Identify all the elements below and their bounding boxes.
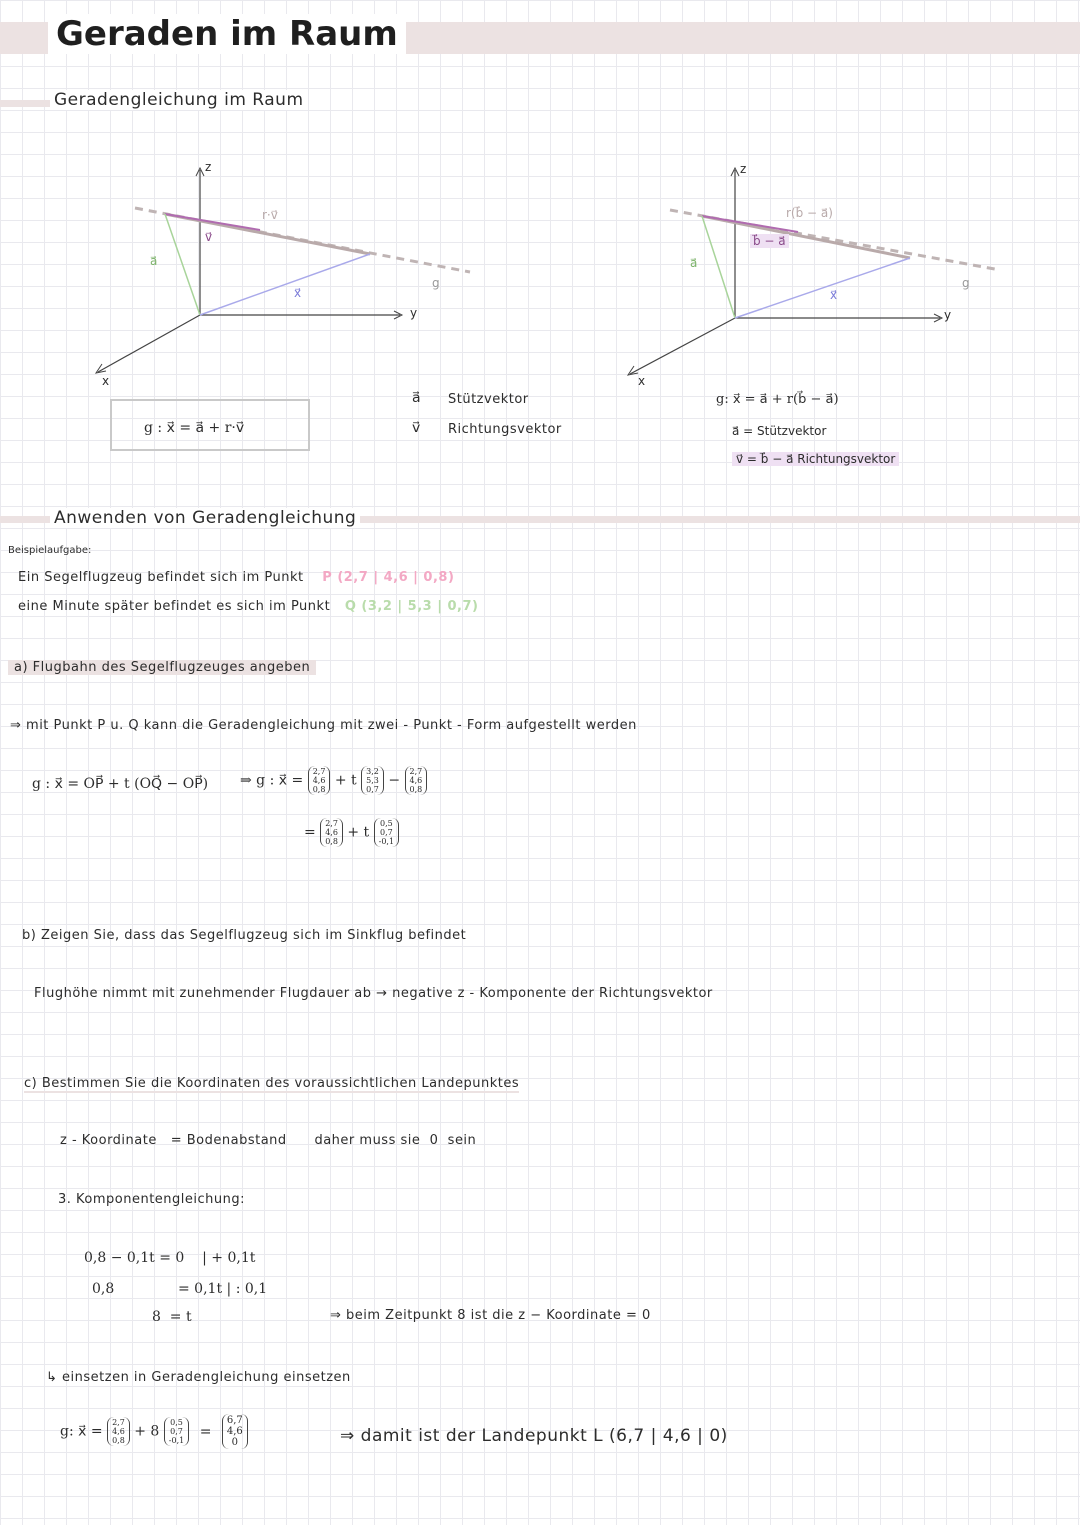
y-axis-label: y [410, 306, 418, 320]
vector-a [702, 216, 735, 318]
label-g-right: g [962, 276, 970, 290]
x-axis-label-right: x [638, 374, 646, 388]
final-equals: = [199, 1423, 212, 1440]
label-x: x⃗ [294, 286, 302, 300]
vector-p-1: 2,7 [312, 767, 326, 776]
page-title: Geraden im Raum [48, 14, 406, 54]
vector-p-repeat-2: 4,6 [409, 776, 423, 785]
eq-minus: − [388, 772, 401, 789]
landing-point-conclusion: ⇒ damit ist der Landepunkt L (6,7 | 4,6 | 0) [340, 1426, 728, 1446]
line-diagram-left [80, 150, 480, 390]
vector-p-simplified-2: 4,6 [325, 828, 338, 837]
result-vector [222, 1414, 248, 1449]
label-a-right: a⃗ [690, 256, 698, 270]
part-c-z-line: z - Koordinate = Bodenabstand daher muss sie 0 sein [60, 1133, 477, 1148]
label-rba: r(b⃗ − a⃗) [786, 206, 833, 220]
final-vector-p [107, 1417, 130, 1446]
vector-p [308, 766, 331, 795]
label-a: a⃗ [150, 254, 158, 268]
insert-instruction: ↳ einsetzen in Geradengleichung einsetzen [46, 1370, 351, 1385]
vector-direction-1: 0,5 [379, 819, 393, 828]
point-q: Q (3,2 | 5,3 | 0,7) [344, 599, 479, 614]
eq-expanded [240, 766, 427, 795]
vector-direction-2: 0,7 [379, 828, 393, 837]
result-vector-2: 4,6 [226, 1426, 243, 1437]
vector-direction-3: -0,1 [378, 837, 395, 846]
final-vector-direction-2: 0,7 [170, 1427, 183, 1436]
eq-expanded-prefix: ⇒ g : x⃗ = [240, 772, 304, 789]
vector-ba [702, 216, 798, 232]
example-line2-text: eine Minute später befindet es sich im Punkt [18, 599, 331, 614]
vector-p-simplified [320, 818, 343, 847]
vector-q-3: 0,7 [366, 785, 379, 794]
x-axis [98, 315, 200, 372]
legend-v-text: Richtungsvektor [448, 422, 562, 437]
legend-a-text: Stützvektor [448, 392, 529, 407]
final-vector-direction [164, 1417, 189, 1446]
line-g-solid [702, 216, 910, 258]
vector-x [735, 258, 910, 318]
part-a-note: ⇒ mit Punkt P u. Q kann die Geradengleichung mit zwei - Punkt - Form aufgestellt werden [10, 718, 637, 733]
final-vector-p-2: 4,6 [112, 1427, 125, 1436]
calc-note: ⇒ beim Zeitpunkt 8 ist die z − Koordinate = 0 [330, 1308, 651, 1323]
z-axis-label-right: z [740, 162, 747, 176]
result-vector-3: 0 [231, 1437, 239, 1448]
label-x-right: x⃗ [830, 288, 838, 302]
final-vector-p-3: 0,8 [112, 1436, 125, 1445]
calc-line-1: 0,8 − 0,1t = 0 | + 0,1t [84, 1250, 256, 1266]
calc-line-2a: 0,8 [92, 1281, 115, 1297]
section-heading-anwenden: Anwenden von Geradengleichung [50, 508, 360, 528]
example-line1 [18, 570, 454, 585]
y-axis-label-right: y [944, 308, 952, 322]
vector-direction [374, 818, 399, 847]
eq-two-point-form: g : x⃗ = OP⃗ + t (OQ⃗ − OP⃗) [32, 776, 209, 792]
example-line1-text: Ein Segelflugzeug befindet sich im Punkt [18, 570, 304, 585]
example-label: Beispielaufgabe: [8, 545, 92, 556]
final-equation [60, 1414, 248, 1449]
legend-v-symbol: v⃗ [412, 420, 421, 436]
point-p: P (2,7 | 4,6 | 0,8) [322, 570, 455, 585]
eq-simplified-plus-t: + t [347, 824, 370, 841]
vector-p-simplified-3: 0,8 [325, 837, 338, 846]
part-a-heading: a) Flugbahn des Segelflugzeuges angeben [8, 660, 316, 675]
label-rv: r·v⃗ [262, 208, 278, 222]
line-diagram-right [620, 150, 1050, 390]
vector-a [165, 214, 200, 315]
legend-a-symbol: a⃗ [412, 390, 421, 406]
eq-plus-t: + t [334, 772, 357, 789]
part-c-heading: c) Bestimmen Sie die Koordinaten des voraussichtlichen Landepunktes [24, 1076, 520, 1091]
final-vector-p-1: 2,7 [112, 1418, 125, 1427]
vector-q [361, 766, 384, 795]
calc-line-2b: = 0,1t | : 0,1 [178, 1281, 268, 1297]
vector-v [165, 214, 260, 230]
formula-right-v: v⃗ = b⃗ − a⃗ Richtungsvektor [732, 452, 899, 466]
vector-p-repeat [405, 766, 428, 795]
z-axis-label: z [205, 160, 212, 174]
label-g: g [432, 276, 440, 290]
final-prefix: g: x⃗ = [60, 1423, 103, 1440]
vector-x [200, 254, 370, 315]
eq-simplified [304, 818, 399, 847]
component-heading: 3. Komponentengleichung: [58, 1192, 246, 1207]
formula-right-a: a⃗ = Stützvektor [732, 424, 827, 438]
example-line2 [18, 599, 478, 614]
formula-right: g: x⃗ = a⃗ + r(b⃗ − a⃗) [716, 392, 839, 407]
x-axis-label: x [102, 374, 110, 388]
final-vector-direction-1: 0,5 [170, 1418, 183, 1427]
vector-q-1: 3,2 [366, 767, 379, 776]
part-b-answer: Flughöhe nimmt mit zunehmender Flugdauer ab → negative z - Komponente der Richtungsvektor [34, 986, 713, 1001]
eq-simplified-prefix: = [304, 824, 316, 841]
part-b-heading: b) Zeigen Sie, dass das Segelflugzeug sich im Sinkflug befindet [22, 928, 467, 943]
label-ba: b⃗ − a⃗ [750, 234, 789, 248]
final-plus-8: + 8 [134, 1423, 160, 1440]
label-v: v⃗ [205, 230, 213, 244]
final-vector-direction-3: -0,1 [168, 1436, 185, 1445]
vector-p-2: 4,6 [312, 776, 326, 785]
calc-line-3: 8 = t [152, 1309, 192, 1325]
vector-p-3: 0,8 [312, 785, 326, 794]
vector-p-repeat-3: 0,8 [409, 785, 423, 794]
formula-left: g : x⃗ = a⃗ + r·v⃗ [144, 420, 245, 436]
vector-q-2: 5,3 [366, 776, 379, 785]
x-axis [630, 318, 735, 374]
result-vector-1: 6,7 [226, 1415, 243, 1426]
vector-p-repeat-1: 2,7 [409, 767, 423, 776]
section-heading-geradengleichung: Geradengleichung im Raum [50, 90, 308, 110]
vector-p-simplified-1: 2,7 [325, 819, 338, 828]
